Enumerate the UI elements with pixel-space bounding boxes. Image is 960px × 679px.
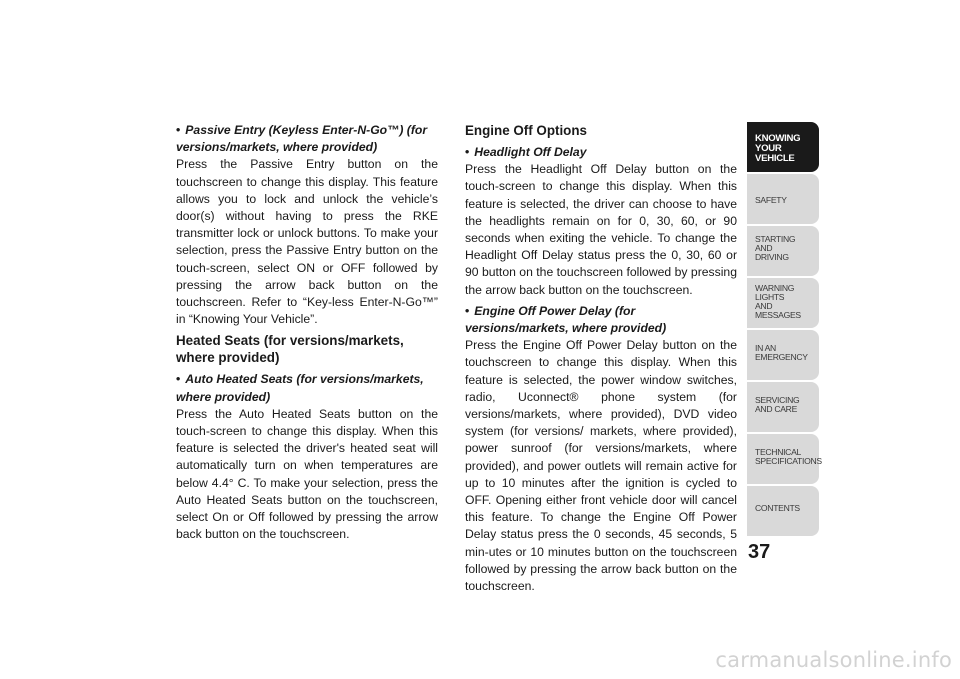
engine-off-power-delay-bullet: • Engine Off Power Delay (for versions/markets, where provided)	[465, 303, 667, 336]
left-column	[176, 122, 438, 543]
tab-knowing-your-vehicle[interactable]: KNOWING YOUR VEHICLE	[747, 122, 819, 172]
passive-entry-text: Press the Passive Entry button on the touchscreen to change this display. This feature allows you to lock and unlock the vehicle’s door(s) without having to press the RKE transmitter lock or unlock buttons. To make your selection, press the Passive Entry button on the touch-screen, select ON or OFF followed by pressing the arrow back button on the touchscreen. Refer to “Key-less Enter-N-Go™” in “Knowing Your Vehicle”.	[176, 157, 438, 327]
page-number: 37	[748, 541, 771, 563]
tab-contents[interactable]: CONTENTS	[747, 486, 819, 536]
headlight-off-delay-bullet: • Headlight Off Delay	[465, 145, 587, 159]
tab-starting-and-driving[interactable]: STARTING AND DRIVING	[747, 226, 819, 276]
tab-servicing-and-care[interactable]: SERVICING AND CARE	[747, 382, 819, 432]
passive-entry-bullet: • Passive Entry (Keyless Enter-N-Go™) (for versions/markets, where provided)	[176, 123, 428, 155]
engine-off-power-delay-text: Press the Engine Off Power Delay button on the touchscreen to change this display. When this feature is selected, the power window switches, radio, Uconnect® phone system (for versions/markets, where provided), DVD video system (for versions/ markets, where provided), power sunroof (for versions/markets, where provided), and power outlets will remain active for up to 10 minutes after the ignition is cycled to OFF. Opening either front vehicle door will cancel this feature. To change the Engine Off Power Delay status press the 0 seconds, 45 seconds, 5 min-utes or 10 minutes button on the touchscreen followed by pressing the arrow back button on the touchscreen.	[465, 338, 737, 594]
right-column	[465, 122, 737, 595]
tab-technical-specifications[interactable]: TECHNICAL SPECIFICATIONS	[747, 434, 819, 484]
engine-off-heading: Engine Off Options	[465, 123, 587, 138]
heated-seats-heading: Heated Seats (for versions/markets, where provided)	[176, 333, 404, 366]
headlight-off-delay-text: Press the Headlight Off Delay button on the touch-screen to change this display. When this feature is selected, the driver can choose to have the headlights remain on for 0, 30, 60, or 90 seconds when exiting the vehicle. To change the Headlight Off Delay status press the 0, 30, 60 or 90 button on the touchscreen followed by pressing the arrow back button on the touchscreen.	[465, 162, 737, 297]
tab-in-an-emergency[interactable]: IN AN EMERGENCY	[747, 330, 819, 380]
watermark: carmanualsonline.info	[715, 648, 952, 672]
tab-safety[interactable]: SAFETY	[747, 174, 819, 224]
auto-heated-seats-bullet: • Auto Heated Seats (for versions/markets, where provided)	[176, 372, 424, 404]
section-tabs	[747, 122, 822, 538]
tab-warning-lights[interactable]: WARNING LIGHTS AND MESSAGES	[747, 278, 819, 328]
auto-heated-seats-text: Press the Auto Heated Seats button on the touch-screen to change this display. When this feature is selected the driver's heated seat will automatically turn on when temperatures are below 4.4° C. To make your selection, press the Auto Heated Seats button on the touchscreen, select On or Off followed by pressing the arrow back button on the touchscreen.	[176, 406, 438, 542]
